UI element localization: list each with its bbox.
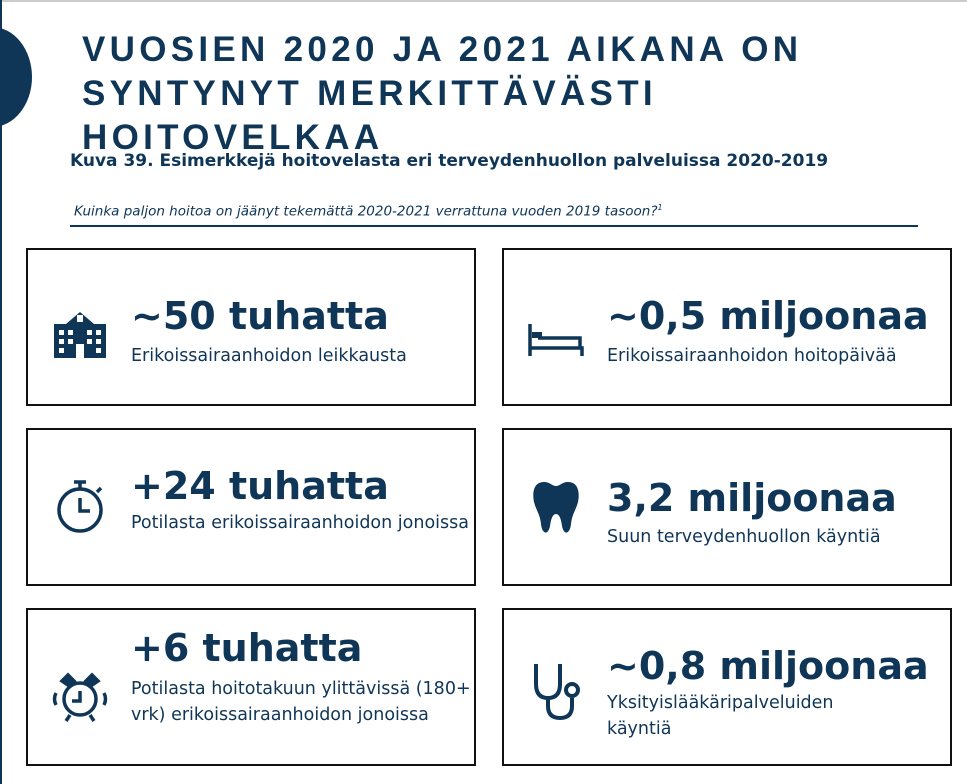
stat-description: Suun terveydenhuollon käyntiä	[607, 527, 881, 547]
stopwatch-icon	[48, 474, 112, 538]
title-line-1: VUOSIEN 2020 JA 2021 AIKANA ON	[82, 30, 803, 69]
stat-value: 3,2 miljoonaa	[607, 476, 897, 520]
stat-description: Potilasta erikoissairaanhoidon jonoissa	[131, 513, 469, 533]
tooth-icon	[524, 476, 588, 540]
stat-value: ~0,8 miljoonaa	[607, 644, 929, 688]
stat-value: +24 tuhatta	[131, 464, 389, 508]
stat-card-dental	[502, 428, 952, 586]
figure-caption: Kuva 39. Esimerkkejä hoitovelasta eri terveydenhuollon palveluissa 2020-2019	[70, 151, 829, 171]
stat-card-care-days	[502, 248, 952, 406]
stat-card-care-guarantee	[26, 608, 476, 766]
title-line-2: SYNTYNYT MERKITTÄVÄSTI HOITOVELKAA	[82, 74, 657, 157]
decorative-half-circle	[0, 27, 32, 127]
stat-value: ~0,5 miljoonaa	[607, 294, 929, 338]
top-border	[0, 0, 967, 2]
stat-value: +6 tuhatta	[131, 626, 363, 670]
stethoscope-icon	[524, 658, 588, 722]
stat-description: Potilasta hoitotakuun ylittävissä (180+ vrk) erikoissairaanhoidon jonoissa	[131, 679, 471, 725]
figure-question	[74, 203, 663, 220]
stat-card-queue	[26, 428, 476, 586]
stat-description: Erikoissairaanhoidon leikkausta	[131, 346, 407, 366]
footnote-ref: 1	[657, 203, 663, 212]
page-title	[82, 28, 967, 160]
stat-card-private-doctor	[502, 608, 952, 766]
alarm-clock-icon	[48, 665, 112, 729]
question-text: Kuinka paljon hoitoa on jäänyt tekemättä 2020-2021 verrattuna vuoden 2019 tasoon?	[74, 203, 658, 220]
stat-card-surgeries	[26, 248, 476, 406]
hospital-icon	[48, 302, 112, 366]
divider	[70, 225, 918, 227]
stat-description: Erikoissairaanhoidon hoitopäivää	[607, 346, 897, 366]
stat-description: Yksityislääkäripalveluiden käyntiä	[607, 693, 834, 739]
stat-value: ~50 tuhatta	[131, 294, 389, 338]
bed-icon	[524, 308, 588, 372]
